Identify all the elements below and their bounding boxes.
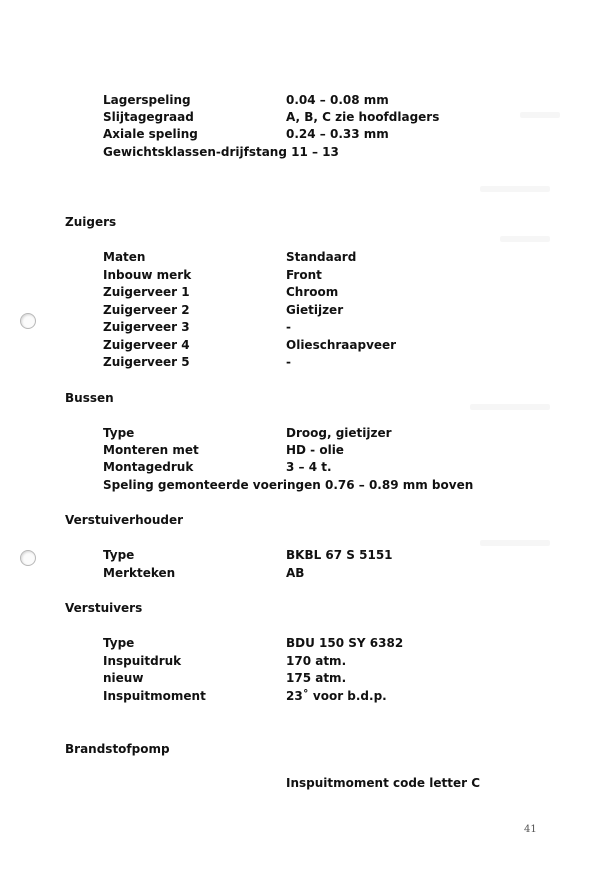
spec-value: A, B, C zie hoofdlagers	[286, 110, 440, 124]
spec-value: AB	[286, 566, 305, 580]
section-heading-bussen: Bussen	[65, 391, 114, 405]
spec-value: HD - olie	[286, 443, 344, 457]
spec-label: Zuigerveer 5	[103, 355, 190, 369]
show-through-mark	[470, 404, 550, 410]
show-through-mark	[480, 186, 550, 192]
spec-label: Merkteken	[103, 566, 176, 580]
spec-value: -	[286, 320, 291, 334]
spec-value: 170 atm.	[286, 654, 347, 668]
spec-value: Chroom	[286, 285, 339, 299]
page-number: 41	[524, 824, 537, 835]
show-through-mark	[520, 112, 560, 118]
show-through-mark	[480, 540, 550, 546]
spec-note: Inspuitmoment code letter C	[286, 776, 481, 790]
spec-value: -	[286, 355, 291, 369]
show-through-mark	[500, 236, 550, 242]
spec-value: BKBL 67 S 5151	[286, 548, 393, 562]
spec-value: BDU 150 SY 6382	[286, 636, 404, 650]
spec-line: Speling gemonteerde voeringen 0.76 – 0.89 mm boven	[103, 478, 474, 492]
punch-hole	[20, 550, 36, 566]
spec-label: Inspuitdruk	[103, 654, 182, 668]
spec-label: Zuigerveer 4	[103, 338, 190, 352]
spec-label: Type	[103, 426, 135, 440]
spec-value: Droog, gietijzer	[286, 426, 392, 440]
spec-value: 23˚ voor b.d.p.	[286, 689, 387, 703]
spec-label: Zuigerveer 1	[103, 285, 190, 299]
spec-value: 3 – 4 t.	[286, 460, 332, 474]
spec-label: Monteren met	[103, 443, 199, 457]
section-heading-brandstofpomp: Brandstofpomp	[65, 742, 170, 756]
spec-label: Inbouw merk	[103, 268, 192, 282]
spec-value: Standaard	[286, 250, 357, 264]
spec-label: Axiale speling	[103, 127, 198, 141]
spec-label: Zuigerveer 2	[103, 303, 190, 317]
spec-label: Slijtagegraad	[103, 110, 194, 124]
spec-value: 0.24 – 0.33 mm	[286, 127, 389, 141]
spec-label: Type	[103, 636, 135, 650]
spec-label: Inspuitmoment	[103, 689, 206, 703]
spec-label: nieuw	[103, 671, 144, 685]
section-heading-verstuiverhouder: Verstuiverhouder	[65, 513, 184, 527]
punch-hole	[20, 313, 36, 329]
spec-value: 175 atm.	[286, 671, 347, 685]
spec-value: 0.04 – 0.08 mm	[286, 93, 389, 107]
spec-label: Type	[103, 548, 135, 562]
spec-line: Gewichtsklassen-drijfstang 11 – 13	[103, 145, 339, 159]
spec-value: Front	[286, 268, 322, 282]
spec-label: Maten	[103, 250, 146, 264]
section-heading-zuigers: Zuigers	[65, 215, 117, 229]
spec-label: Lagerspeling	[103, 93, 191, 107]
section-heading-verstuivers: Verstuivers	[65, 601, 143, 615]
spec-value: Olieschraapveer	[286, 338, 397, 352]
spec-label: Zuigerveer 3	[103, 320, 190, 334]
spec-value: Gietijzer	[286, 303, 344, 317]
spec-label: Montagedruk	[103, 460, 194, 474]
